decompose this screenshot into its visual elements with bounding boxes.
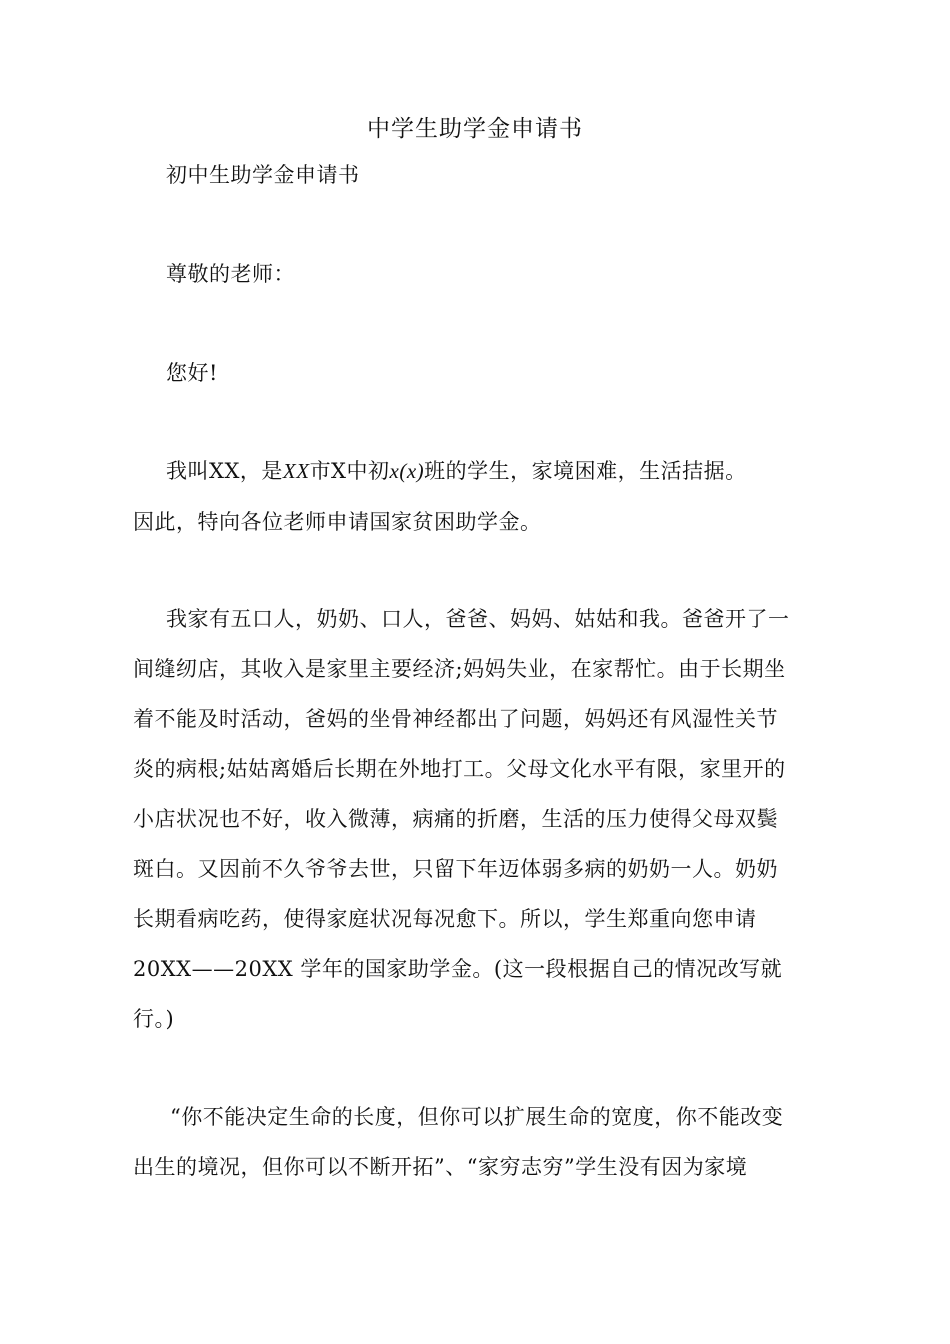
salutation: 尊敬的老师： — [166, 262, 295, 286]
document-title: 中学生助学金申请书 — [367, 116, 583, 142]
family-line-8: 20XX——20XX 学年的国家助学金。(这一段根据自己的情况改写就 — [133, 957, 783, 981]
family-line-2: 间缝纫店，其收入是家里主要经济;妈妈失业，在家帮忙。由于长期坐 — [133, 657, 786, 681]
grade-placeholder: x — [389, 459, 400, 483]
family-line-7: 长期看病吃药，使得家庭状况每况愈下。所以，学生郑重向您申请 — [133, 907, 757, 931]
quote-line-2: 出生的境况，但你可以不断开拓”、“家穷志穷”学生没有因为家境 — [133, 1155, 748, 1179]
family-line-9: 行。) — [133, 1007, 175, 1031]
city-placeholder: XX — [282, 459, 310, 483]
intro-text-c: 市X中初 — [309, 459, 390, 483]
greeting: 您好! — [166, 361, 218, 385]
family-line-4: 炎的病根;姑姑离婚后长期在外地打工。父母文化水平有限，家里开的 — [133, 757, 786, 781]
family-line-1: 我家有五口人，奶奶、口人，爸爸、妈妈、姑姑和我。爸爸开了一 — [166, 607, 790, 631]
class-placeholder: (x) — [399, 459, 425, 483]
family-line-5: 小店状况也不好，收入微薄，病痛的折磨，生活的压力使得父母双鬓 — [133, 807, 778, 831]
intro-text-a: 我叫XX，是 — [166, 459, 283, 483]
intro-text-f: 班的学生，家境困难，生活拮据。 — [424, 459, 747, 483]
family-line-6: 斑白。又因前不久爷爷去世，只留下年迈体弱多病的奶奶一人。奶奶 — [133, 857, 778, 881]
intro-line-1 — [166, 456, 866, 486]
family-line-3: 着不能及时活动，爸妈的坐骨神经都出了问题，妈妈还有风湿性关节 — [133, 707, 778, 731]
quote-line-1: “你不能决定生命的长度，但你可以扩展生命的宽度，你不能改变 — [170, 1105, 784, 1129]
intro-line-2: 因此，特向各位老师申请国家贫困助学金。 — [133, 510, 542, 534]
document-subtitle: 初中生助学金申请书 — [166, 163, 360, 187]
